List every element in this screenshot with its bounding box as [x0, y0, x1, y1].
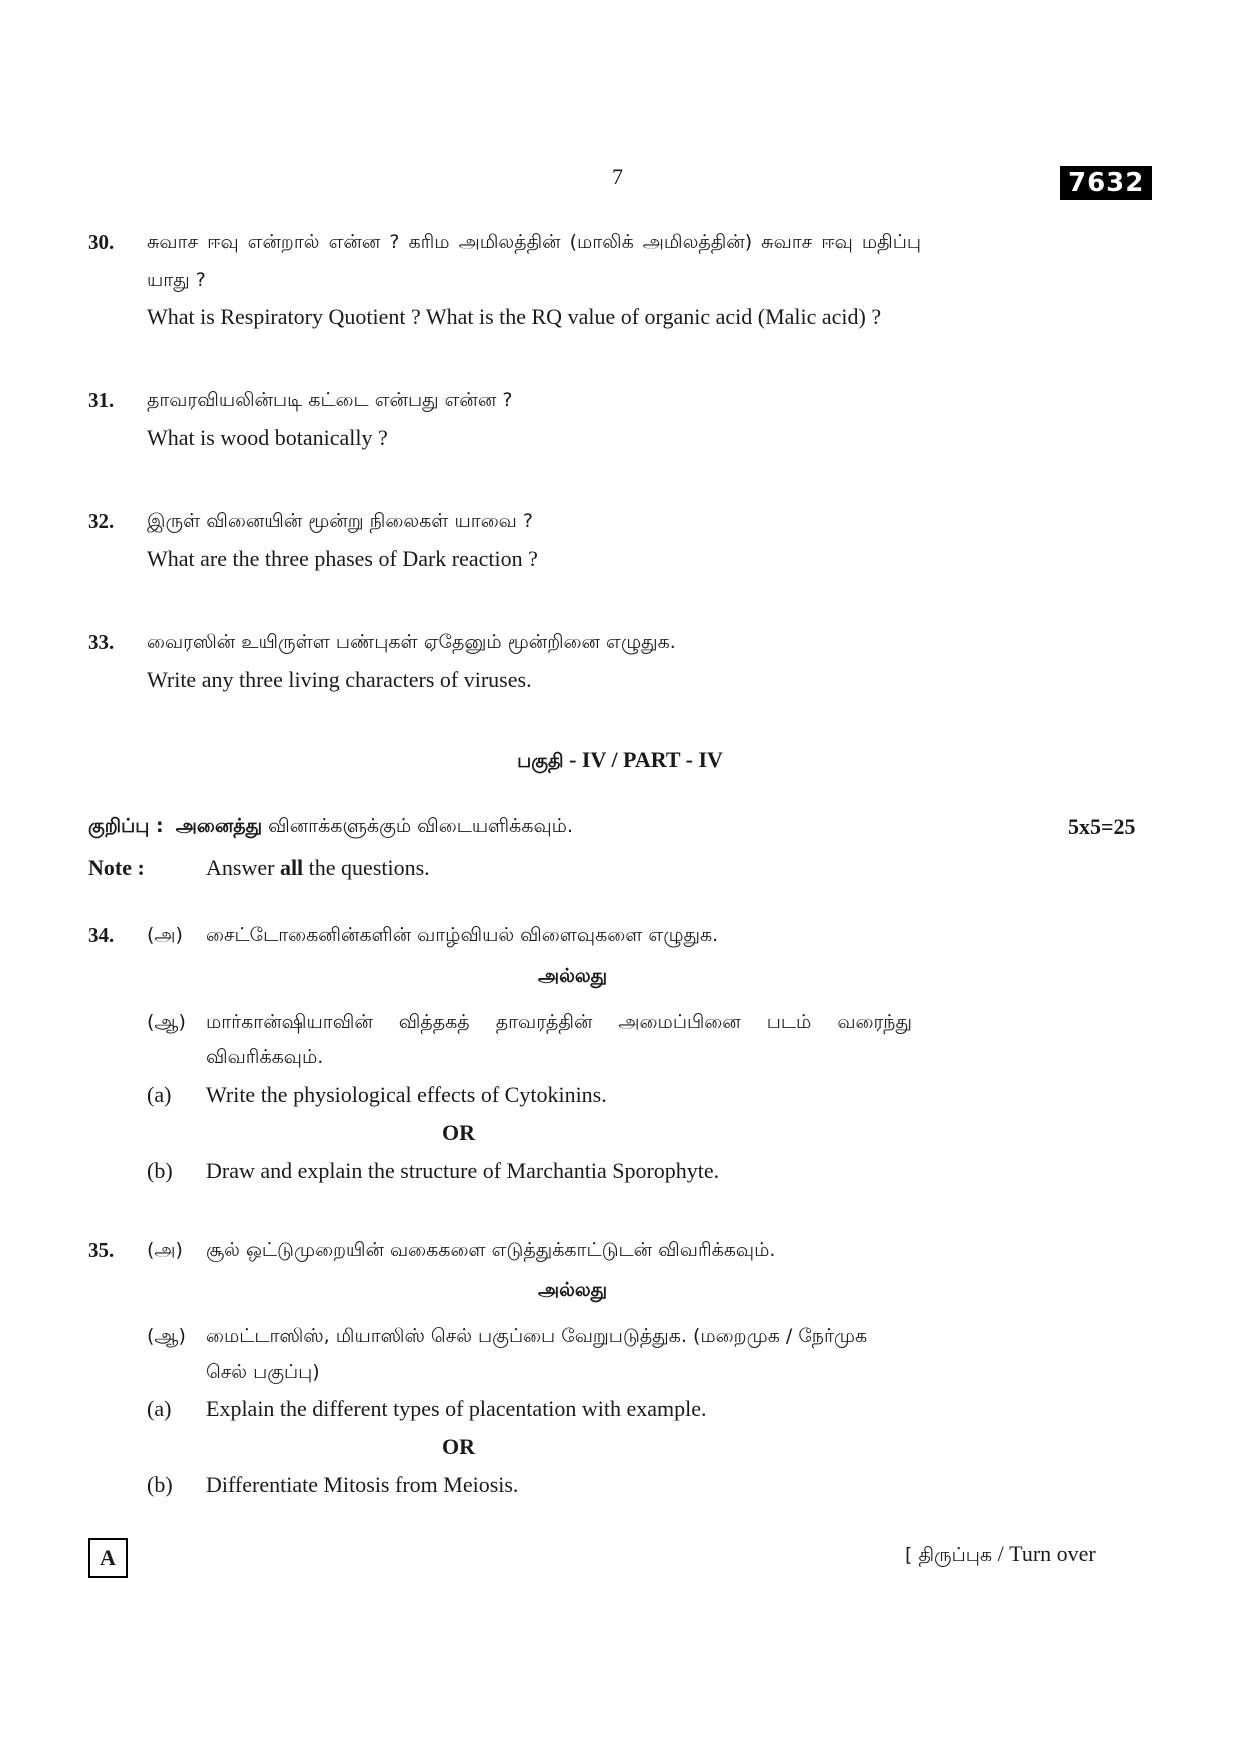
q34-b-tamil-label: (ஆ) [147, 1011, 186, 1033]
q34-a-tamil: சைட்டோகைனின்களின் வாழ்வியல் விளைவுகளை எழுதுக. [206, 924, 719, 946]
q30-english: What is Respiratory Quotient ? What is the RQ value of organic acid (Malic acid) ? [147, 304, 882, 329]
page-number: 7 [612, 164, 623, 189]
q35-b-tamil-label: (ஆ) [147, 1325, 186, 1347]
paper-code: 7632 [1060, 166, 1152, 200]
note-tamil-emphasis: அனைத்து [175, 815, 263, 837]
q31-english: What is wood botanically ? [147, 425, 388, 450]
note-english [206, 855, 430, 881]
q34-b-tamil-line2: விவரிக்கவும். [206, 1046, 324, 1068]
q34-a-tamil-label: (அ) [147, 924, 183, 946]
q35-or-tamil: அல்லது [538, 1279, 608, 1301]
question-number-33: 33. [88, 630, 115, 654]
q32-english: What are the three phases of Dark reaction ? [147, 546, 538, 571]
q34-b-english: Draw and explain the structure of Marchantia Sporophyte. [206, 1158, 720, 1183]
question-number-34: 34. [88, 923, 115, 947]
note-english-emphasis: all [279, 855, 304, 880]
part-heading [0, 747, 1240, 775]
question-number-32: 32. [88, 509, 115, 533]
q33-tamil: வைரஸின் உயிருள்ள பண்புகள் ஏதேனும் மூன்றினை எழுதுக. [147, 631, 676, 653]
marks-allocation: 5x5=25 [1068, 814, 1136, 839]
version-box: A [88, 1538, 128, 1578]
turn-over-english: / Turn over [992, 1541, 1096, 1566]
note-english-pre: Answer [206, 855, 280, 880]
q35-b-english: Differentiate Mitosis from Meiosis. [206, 1472, 519, 1497]
note-tamil-text: வினாக்களுக்கும் விடையளிக்கவும். [262, 815, 574, 837]
q35-b-tamil-line1: மைட்டாஸிஸ், மியாஸிஸ் செல் பகுப்பை வேறுபடுத்துக. (மறைமுக / நேர்முக [206, 1325, 868, 1347]
q35-b-label: (b) [147, 1472, 173, 1497]
q34-b-tamil-line1: மார்கான்ஷியாவின் வித்தகத் தாவரத்தின் அமைப்பினை படம் வரைந்து [206, 1011, 912, 1033]
q35-a-label: (a) [147, 1396, 172, 1421]
q30-tamil-line1: சுவாச ஈவு என்றால் என்ன ? கரிம அமிலத்தின் (மாலிக் அமிலத்தின்) சுவாச ஈவு மதிப்பு [147, 231, 921, 253]
note-tamil [88, 815, 573, 840]
q32-tamil: இருள் வினையின் மூன்று நிலைகள் யாவை ? [147, 510, 533, 532]
turn-over-tamil: [ திருப்புக [905, 1544, 993, 1566]
note-english-label: Note : [88, 855, 145, 880]
turn-over [905, 1541, 1096, 1569]
question-number-35: 35. [88, 1238, 115, 1262]
q35-or-english: OR [442, 1434, 475, 1459]
question-number-31: 31. [88, 388, 115, 412]
q35-b-tamil-line2: செல் பகுப்பு) [206, 1361, 320, 1383]
q34-or-tamil: அல்லது [538, 965, 608, 987]
q35-a-english: Explain the different types of placentation with example. [206, 1396, 707, 1421]
q31-tamil: தாவரவியலின்படி கட்டை என்பது என்ன ? [147, 389, 513, 411]
question-number-30: 30. [88, 230, 115, 254]
q34-b-label: (b) [147, 1158, 173, 1183]
part-heading-tamil: பகுதி [517, 750, 564, 772]
part-heading-english: - IV / PART - IV [563, 747, 723, 772]
q30-tamil-line2: யாது ? [147, 269, 206, 291]
q35-a-tamil: சூல் ஒட்டுமுறையின் வகைகளை எடுத்துக்காட்டுடன் விவரிக்கவும். [206, 1239, 776, 1261]
note-english-post: the questions. [303, 855, 430, 880]
q34-a-english: Write the physiological effects of Cytokinins. [206, 1082, 607, 1107]
q34-or-english: OR [442, 1120, 475, 1145]
q35-a-tamil-label: (அ) [147, 1239, 183, 1261]
q34-a-label: (a) [147, 1082, 172, 1107]
note-tamil-label: குறிப்பு : [88, 815, 164, 837]
q33-english: Write any three living characters of viruses. [147, 667, 532, 692]
